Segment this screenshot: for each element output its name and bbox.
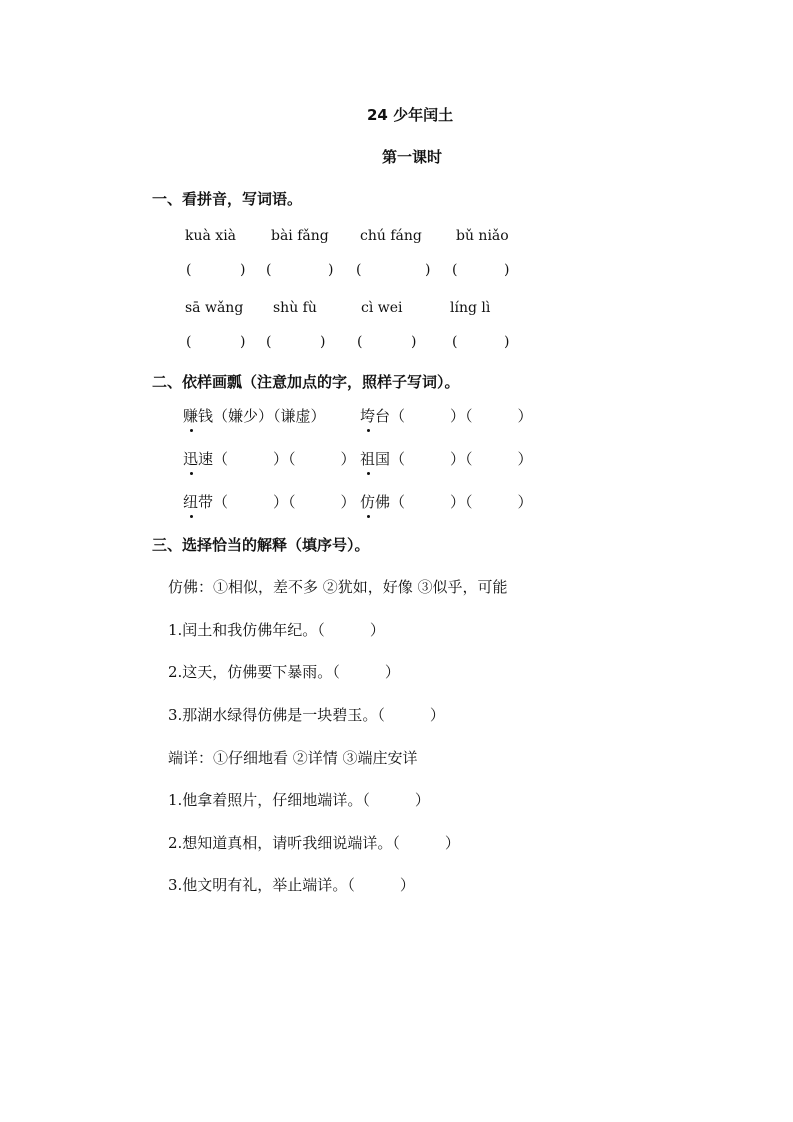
answer-blank-open: ( xyxy=(266,262,272,278)
answer-blank-close: ) xyxy=(320,334,326,350)
word-rest: 台（ ）（ ） xyxy=(375,407,533,425)
answer-blank-close: ) xyxy=(504,334,510,350)
answer-blank-close: ) xyxy=(240,334,246,350)
answer-blank-close: ) xyxy=(504,262,510,278)
definition-text: 仿佛：①相似，差不多 ②犹如，好像 ③似乎，可能 xyxy=(168,578,508,596)
answer-blank-close: ) xyxy=(328,262,334,278)
word-rest: 速（ ）（ ） xyxy=(198,450,356,468)
example-word-row3-left xyxy=(183,491,356,512)
question-item: 1.闰土和我仿佛年纪。（ ） xyxy=(168,621,385,639)
example-word-row2-left xyxy=(183,448,356,469)
pinyin-item: cì wei xyxy=(361,300,403,316)
answer-blank-open: ( xyxy=(266,334,272,350)
pinyin-item: kuà xià xyxy=(185,228,237,244)
answer-blank-open: ( xyxy=(357,334,363,350)
section1-heading: 一、看拼音，写词语。 xyxy=(152,190,303,208)
word-rest: 国（ ）（ ） xyxy=(375,450,533,468)
pinyin-item: sā wǎng xyxy=(185,300,244,316)
answer-blank-open: ( xyxy=(452,334,458,350)
dotted-char: 迅 xyxy=(183,450,199,468)
definition-text: 端详：①仔细地看 ②详情 ③端庄安详 xyxy=(168,749,418,767)
question-item: 2.想知道真相，请听我细说端详。（ ） xyxy=(168,834,460,852)
dotted-char: 赚 xyxy=(183,407,199,425)
pinyin-item: bài fǎng xyxy=(271,228,329,244)
dotted-char: 祖 xyxy=(360,450,376,468)
dotted-char: 纽 xyxy=(183,493,199,511)
page-subtitle: 第一课时 xyxy=(382,148,443,166)
page-title: 24 少年闰土 xyxy=(367,106,454,124)
answer-blank-open: ( xyxy=(186,262,192,278)
answer-blank-close: ) xyxy=(240,262,246,278)
question-item: 2.这天，仿佛要下暴雨。（ ） xyxy=(168,663,400,681)
answer-blank-open: ( xyxy=(356,262,362,278)
example-word-row1-right xyxy=(360,405,533,426)
pinyin-item: líng lì xyxy=(450,300,491,316)
section2-heading: 二、依样画瓢（注意加点的字，照样子写词）。 xyxy=(152,373,460,391)
answer-blank-open: ( xyxy=(186,334,192,350)
pinyin-item: shù fù xyxy=(273,300,317,316)
word-rest: 带（ ）（ ） xyxy=(198,493,356,511)
question-item: 3.他文明有礼，举止端详。（ ） xyxy=(168,876,415,894)
pinyin-item: chú fáng xyxy=(360,228,422,244)
answer-blank-close: ) xyxy=(411,334,417,350)
answer-blank-close: ) xyxy=(425,262,431,278)
question-item: 3.那湖水绿得仿佛是一块碧玉。（ ） xyxy=(168,706,445,724)
example-word-row1-left xyxy=(183,405,326,426)
word-rest: 佛（ ）（ ） xyxy=(375,493,533,511)
example-word-row2-right xyxy=(360,448,533,469)
dotted-char: 仿 xyxy=(360,493,376,511)
section3-heading: 三、选择恰当的解释（填序号）。 xyxy=(152,536,370,554)
dotted-char: 垮 xyxy=(360,407,376,425)
question-item: 1.他拿着照片，仔细地端详。（ ） xyxy=(168,791,430,809)
word-rest: 钱（嫌少）（谦虚） xyxy=(198,407,326,425)
pinyin-item: bǔ niǎo xyxy=(456,228,509,244)
answer-blank-open: ( xyxy=(452,262,458,278)
example-word-row3-right xyxy=(360,491,533,512)
